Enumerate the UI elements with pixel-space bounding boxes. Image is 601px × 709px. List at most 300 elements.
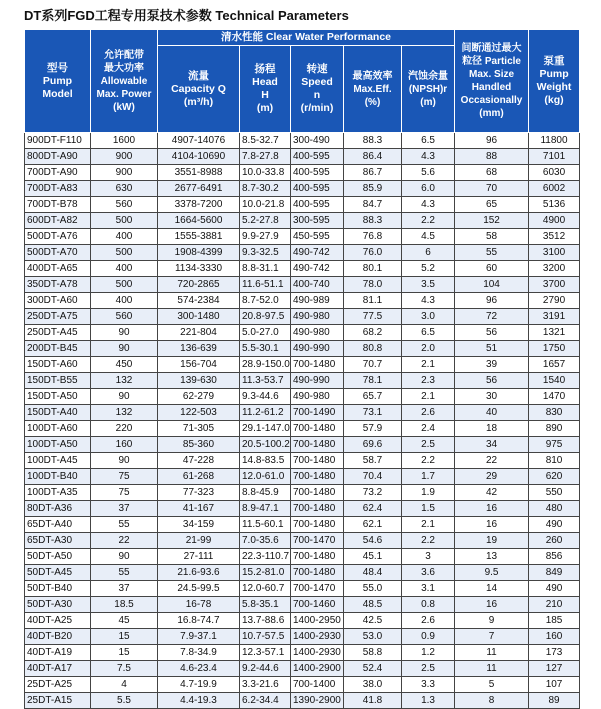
- header-npsh: 汽蚀余量 (NPSH)r (m): [402, 46, 455, 133]
- cell-weight: 260: [529, 533, 580, 549]
- cell-efficiency: 73.2: [344, 485, 402, 501]
- cell-speed: 700-1480: [291, 501, 344, 517]
- cell-power: 900: [91, 165, 158, 181]
- cell-particle: 8: [455, 693, 529, 709]
- cell-efficiency: 68.2: [344, 325, 402, 341]
- cell-npsh: 4.3: [402, 197, 455, 213]
- cell-power: 220: [91, 421, 158, 437]
- cell-npsh: 5.6: [402, 165, 455, 181]
- cell-npsh: 1.3: [402, 693, 455, 709]
- cell-speed: 400-740: [291, 277, 344, 293]
- cell-speed: 700-1470: [291, 533, 344, 549]
- cell-head: 5.0-27.0: [240, 325, 291, 341]
- cell-particle: 14: [455, 581, 529, 597]
- cell-model: 500DT-A70: [25, 245, 91, 261]
- cell-particle: 22: [455, 453, 529, 469]
- cell-weight: 89: [529, 693, 580, 709]
- table-row: [25, 437, 580, 453]
- cell-power: 4: [91, 677, 158, 693]
- cell-npsh: 2.1: [402, 357, 455, 373]
- cell-speed: 300-595: [291, 213, 344, 229]
- table-row: [25, 645, 580, 661]
- table-row: [25, 277, 580, 293]
- table-row: [25, 677, 580, 693]
- cell-weight: 107: [529, 677, 580, 693]
- cell-npsh: 3.6: [402, 565, 455, 581]
- table-row: [25, 373, 580, 389]
- cell-efficiency: 76.8: [344, 229, 402, 245]
- cell-weight: 5136: [529, 197, 580, 213]
- cell-npsh: 1.7: [402, 469, 455, 485]
- cell-weight: 1750: [529, 341, 580, 357]
- cell-efficiency: 57.9: [344, 421, 402, 437]
- header-particle: 间断通过最大 粒径 Particle Max. Size Handled Occasionally (mm): [455, 30, 529, 133]
- table-row: [25, 533, 580, 549]
- cell-efficiency: 88.3: [344, 213, 402, 229]
- cell-head: 12.0-60.7: [240, 581, 291, 597]
- cell-capacity: 61-268: [158, 469, 240, 485]
- cell-capacity: 16-78: [158, 597, 240, 613]
- cell-capacity: 2677-6491: [158, 181, 240, 197]
- table-row: [25, 341, 580, 357]
- cell-model: 50DT-A50: [25, 549, 91, 565]
- cell-weight: 3191: [529, 309, 580, 325]
- cell-particle: 40: [455, 405, 529, 421]
- cell-power: 500: [91, 245, 158, 261]
- cell-efficiency: 76.0: [344, 245, 402, 261]
- cell-capacity: 3551-8988: [158, 165, 240, 181]
- cell-npsh: 0.9: [402, 629, 455, 645]
- cell-capacity: 3378-7200: [158, 197, 240, 213]
- cell-head: 5.5-30.1: [240, 341, 291, 357]
- cell-weight: 6030: [529, 165, 580, 181]
- cell-npsh: 4.3: [402, 149, 455, 165]
- cell-npsh: 2.4: [402, 421, 455, 437]
- cell-weight: 210: [529, 597, 580, 613]
- cell-efficiency: 65.7: [344, 389, 402, 405]
- cell-head: 13.7-88.6: [240, 613, 291, 629]
- cell-capacity: 1555-3881: [158, 229, 240, 245]
- header-efficiency: 最高效率 Max.Eff. (%): [344, 46, 402, 133]
- cell-speed: 700-1480: [291, 469, 344, 485]
- cell-head: 11.2-61.2: [240, 405, 291, 421]
- cell-speed: 700-1490: [291, 405, 344, 421]
- cell-power: 75: [91, 469, 158, 485]
- table-row: [25, 149, 580, 165]
- cell-weight: 849: [529, 565, 580, 581]
- cell-weight: 1470: [529, 389, 580, 405]
- cell-npsh: 3.3: [402, 677, 455, 693]
- table-row: [25, 421, 580, 437]
- cell-speed: 490-980: [291, 325, 344, 341]
- table-body: [25, 133, 580, 709]
- page-title: DT系列FGD工程专用泵技术参数 Technical Parameters: [24, 8, 349, 23]
- header-head: 扬程 Head H (m): [240, 46, 291, 133]
- cell-particle: 56: [455, 325, 529, 341]
- cell-speed: 490-980: [291, 389, 344, 405]
- cell-model: 150DT-B55: [25, 373, 91, 389]
- cell-capacity: 7.9-37.1: [158, 629, 240, 645]
- cell-power: 90: [91, 549, 158, 565]
- technical-parameters-table: [24, 29, 580, 709]
- table-row: [25, 213, 580, 229]
- cell-model: 100DT-A45: [25, 453, 91, 469]
- cell-speed: 700-1480: [291, 517, 344, 533]
- cell-weight: 11800: [529, 133, 580, 149]
- cell-npsh: 3.1: [402, 581, 455, 597]
- cell-particle: 104: [455, 277, 529, 293]
- cell-head: 5.8-35.1: [240, 597, 291, 613]
- cell-capacity: 1908-4399: [158, 245, 240, 261]
- cell-efficiency: 73.1: [344, 405, 402, 421]
- cell-capacity: 16.8-74.7: [158, 613, 240, 629]
- table-row: [25, 549, 580, 565]
- cell-model: 65DT-A30: [25, 533, 91, 549]
- cell-capacity: 27-111: [158, 549, 240, 565]
- cell-head: 10.7-57.5: [240, 629, 291, 645]
- cell-head: 14.8-83.5: [240, 453, 291, 469]
- cell-capacity: 41-167: [158, 501, 240, 517]
- cell-model: 150DT-A40: [25, 405, 91, 421]
- cell-speed: 490-990: [291, 373, 344, 389]
- cell-head: 8.8-31.1: [240, 261, 291, 277]
- cell-head: 9.3-44.6: [240, 389, 291, 405]
- cell-particle: 11: [455, 645, 529, 661]
- cell-power: 90: [91, 341, 158, 357]
- cell-particle: 18: [455, 421, 529, 437]
- cell-npsh: 2.1: [402, 389, 455, 405]
- cell-speed: 1400-2930: [291, 645, 344, 661]
- cell-speed: 1390-2900: [291, 693, 344, 709]
- cell-power: 132: [91, 405, 158, 421]
- cell-weight: 173: [529, 645, 580, 661]
- cell-efficiency: 62.4: [344, 501, 402, 517]
- cell-power: 75: [91, 485, 158, 501]
- cell-efficiency: 38.0: [344, 677, 402, 693]
- table-row: [25, 245, 580, 261]
- cell-efficiency: 86.7: [344, 165, 402, 181]
- cell-npsh: 3.5: [402, 277, 455, 293]
- cell-weight: 620: [529, 469, 580, 485]
- cell-capacity: 300-1480: [158, 309, 240, 325]
- cell-capacity: 221-804: [158, 325, 240, 341]
- cell-efficiency: 70.7: [344, 357, 402, 373]
- cell-weight: 550: [529, 485, 580, 501]
- cell-npsh: 4.3: [402, 293, 455, 309]
- cell-capacity: 139-630: [158, 373, 240, 389]
- cell-npsh: 6: [402, 245, 455, 261]
- table-row: [25, 485, 580, 501]
- cell-power: 18.5: [91, 597, 158, 613]
- cell-efficiency: 48.5: [344, 597, 402, 613]
- cell-npsh: 1.9: [402, 485, 455, 501]
- cell-power: 630: [91, 181, 158, 197]
- cell-particle: 70: [455, 181, 529, 197]
- table-row: [25, 517, 580, 533]
- cell-capacity: 34-159: [158, 517, 240, 533]
- cell-capacity: 156-704: [158, 357, 240, 373]
- cell-particle: 16: [455, 517, 529, 533]
- table-row: [25, 293, 580, 309]
- cell-capacity: 4104-10690: [158, 149, 240, 165]
- cell-head: 15.2-81.0: [240, 565, 291, 581]
- cell-particle: 16: [455, 501, 529, 517]
- cell-efficiency: 48.4: [344, 565, 402, 581]
- cell-speed: 400-595: [291, 165, 344, 181]
- cell-npsh: 3.0: [402, 309, 455, 325]
- cell-power: 22: [91, 533, 158, 549]
- cell-capacity: 77-323: [158, 485, 240, 501]
- cell-speed: 490-990: [291, 341, 344, 357]
- table-row: [25, 629, 580, 645]
- cell-weight: 856: [529, 549, 580, 565]
- table-row: [25, 405, 580, 421]
- cell-efficiency: 70.4: [344, 469, 402, 485]
- cell-model: 500DT-A76: [25, 229, 91, 245]
- cell-head: 5.2-27.8: [240, 213, 291, 229]
- cell-speed: 490-989: [291, 293, 344, 309]
- cell-npsh: 2.5: [402, 437, 455, 453]
- cell-speed: 1400-2900: [291, 661, 344, 677]
- cell-weight: 3200: [529, 261, 580, 277]
- cell-npsh: 2.3: [402, 373, 455, 389]
- header-speed: 转速 Speed n (r/min): [291, 46, 344, 133]
- cell-speed: 400-595: [291, 181, 344, 197]
- cell-model: 250DT-A75: [25, 309, 91, 325]
- cell-speed: 700-1480: [291, 549, 344, 565]
- cell-particle: 29: [455, 469, 529, 485]
- cell-head: 9.2-44.6: [240, 661, 291, 677]
- header-capacity: 流量 Capacity Q (m³/h): [158, 46, 240, 133]
- cell-weight: 7101: [529, 149, 580, 165]
- cell-capacity: 4.7-19.9: [158, 677, 240, 693]
- cell-model: 800DT-A90: [25, 149, 91, 165]
- cell-npsh: 2.0: [402, 341, 455, 357]
- cell-efficiency: 55.0: [344, 581, 402, 597]
- cell-particle: 16: [455, 597, 529, 613]
- cell-npsh: 3: [402, 549, 455, 565]
- cell-particle: 9.5: [455, 565, 529, 581]
- cell-weight: 127: [529, 661, 580, 677]
- cell-particle: 11: [455, 661, 529, 677]
- cell-speed: 700-1480: [291, 485, 344, 501]
- cell-efficiency: 42.5: [344, 613, 402, 629]
- cell-particle: 65: [455, 197, 529, 213]
- cell-weight: 490: [529, 517, 580, 533]
- cell-head: 29.1-147.0: [240, 421, 291, 437]
- cell-model: 100DT-A60: [25, 421, 91, 437]
- cell-efficiency: 80.1: [344, 261, 402, 277]
- cell-model: 150DT-A50: [25, 389, 91, 405]
- cell-capacity: 21-99: [158, 533, 240, 549]
- cell-npsh: 2.2: [402, 533, 455, 549]
- cell-model: 600DT-A82: [25, 213, 91, 229]
- cell-efficiency: 80.8: [344, 341, 402, 357]
- table-row: [25, 565, 580, 581]
- cell-efficiency: 58.8: [344, 645, 402, 661]
- cell-particle: 152: [455, 213, 529, 229]
- cell-efficiency: 88.3: [344, 133, 402, 149]
- cell-head: 6.2-34.4: [240, 693, 291, 709]
- cell-head: 8.9-47.1: [240, 501, 291, 517]
- cell-model: 40DT-A19: [25, 645, 91, 661]
- cell-model: 40DT-B20: [25, 629, 91, 645]
- cell-particle: 42: [455, 485, 529, 501]
- cell-particle: 88: [455, 149, 529, 165]
- table-row: [25, 453, 580, 469]
- cell-weight: 975: [529, 437, 580, 453]
- cell-model: 400DT-A65: [25, 261, 91, 277]
- cell-capacity: 122-503: [158, 405, 240, 421]
- cell-model: 50DT-A45: [25, 565, 91, 581]
- cell-head: 28.9-150.0: [240, 357, 291, 373]
- cell-head: 20.5-100.2: [240, 437, 291, 453]
- cell-capacity: 1134-3330: [158, 261, 240, 277]
- cell-npsh: 0.8: [402, 597, 455, 613]
- cell-weight: 1657: [529, 357, 580, 373]
- cell-efficiency: 85.9: [344, 181, 402, 197]
- cell-head: 7.8-27.8: [240, 149, 291, 165]
- cell-head: 9.3-32.5: [240, 245, 291, 261]
- cell-model: 350DT-A78: [25, 277, 91, 293]
- table-row: [25, 469, 580, 485]
- cell-npsh: 6.5: [402, 133, 455, 149]
- cell-head: 11.6-51.1: [240, 277, 291, 293]
- table-row: [25, 197, 580, 213]
- cell-head: 8.5-32.7: [240, 133, 291, 149]
- cell-capacity: 71-305: [158, 421, 240, 437]
- cell-efficiency: 84.7: [344, 197, 402, 213]
- cell-particle: 13: [455, 549, 529, 565]
- cell-speed: 700-1480: [291, 565, 344, 581]
- cell-head: 3.3-21.6: [240, 677, 291, 693]
- table-row: [25, 325, 580, 341]
- cell-capacity: 47-228: [158, 453, 240, 469]
- table-row: [25, 597, 580, 613]
- table-row: [25, 133, 580, 149]
- cell-speed: 700-1480: [291, 357, 344, 373]
- cell-speed: 450-595: [291, 229, 344, 245]
- table-row: [25, 661, 580, 677]
- cell-power: 37: [91, 581, 158, 597]
- cell-weight: 3100: [529, 245, 580, 261]
- cell-efficiency: 58.7: [344, 453, 402, 469]
- cell-capacity: 720-2865: [158, 277, 240, 293]
- cell-capacity: 136-639: [158, 341, 240, 357]
- table-row: [25, 165, 580, 181]
- table-row: [25, 261, 580, 277]
- cell-speed: 300-490: [291, 133, 344, 149]
- cell-npsh: 2.1: [402, 517, 455, 533]
- cell-speed: 700-1460: [291, 597, 344, 613]
- cell-power: 5.5: [91, 693, 158, 709]
- cell-particle: 60: [455, 261, 529, 277]
- cell-power: 55: [91, 517, 158, 533]
- cell-speed: 700-1480: [291, 421, 344, 437]
- cell-power: 90: [91, 453, 158, 469]
- cell-efficiency: 41.8: [344, 693, 402, 709]
- cell-model: 40DT-A25: [25, 613, 91, 629]
- cell-weight: 1321: [529, 325, 580, 341]
- cell-speed: 490-742: [291, 261, 344, 277]
- cell-weight: 490: [529, 581, 580, 597]
- cell-model: 900DT-F110: [25, 133, 91, 149]
- cell-weight: 6002: [529, 181, 580, 197]
- cell-speed: 700-1400: [291, 677, 344, 693]
- cell-efficiency: 62.1: [344, 517, 402, 533]
- cell-efficiency: 81.1: [344, 293, 402, 309]
- cell-model: 25DT-A25: [25, 677, 91, 693]
- cell-particle: 30: [455, 389, 529, 405]
- cell-power: 7.5: [91, 661, 158, 677]
- header-power: 允许配带 最大功率 Allowable Max. Power (kW): [91, 30, 158, 133]
- cell-model: 100DT-A50: [25, 437, 91, 453]
- cell-power: 450: [91, 357, 158, 373]
- cell-model: 200DT-B45: [25, 341, 91, 357]
- cell-speed: 700-1470: [291, 581, 344, 597]
- cell-weight: 890: [529, 421, 580, 437]
- cell-capacity: 24.5-99.5: [158, 581, 240, 597]
- cell-model: 250DT-A45: [25, 325, 91, 341]
- cell-efficiency: 53.0: [344, 629, 402, 645]
- cell-model: 100DT-B40: [25, 469, 91, 485]
- cell-weight: 160: [529, 629, 580, 645]
- cell-model: 700DT-A83: [25, 181, 91, 197]
- cell-head: 20.8-97.5: [240, 309, 291, 325]
- table-row: [25, 357, 580, 373]
- cell-particle: 96: [455, 133, 529, 149]
- table-row: [25, 693, 580, 709]
- cell-head: 12.0-61.0: [240, 469, 291, 485]
- cell-efficiency: 77.5: [344, 309, 402, 325]
- header-model: 型号 Pump Model: [25, 30, 91, 133]
- cell-particle: 39: [455, 357, 529, 373]
- cell-power: 15: [91, 629, 158, 645]
- cell-power: 560: [91, 309, 158, 325]
- cell-power: 400: [91, 229, 158, 245]
- cell-model: 40DT-A17: [25, 661, 91, 677]
- cell-model: 50DT-B40: [25, 581, 91, 597]
- cell-particle: 55: [455, 245, 529, 261]
- cell-npsh: 5.2: [402, 261, 455, 277]
- cell-power: 500: [91, 213, 158, 229]
- cell-speed: 490-742: [291, 245, 344, 261]
- cell-power: 15: [91, 645, 158, 661]
- cell-particle: 72: [455, 309, 529, 325]
- cell-speed: 1400-2930: [291, 629, 344, 645]
- cell-weight: 4900: [529, 213, 580, 229]
- cell-particle: 58: [455, 229, 529, 245]
- cell-particle: 9: [455, 613, 529, 629]
- cell-capacity: 4.4-19.3: [158, 693, 240, 709]
- cell-power: 560: [91, 197, 158, 213]
- cell-efficiency: 45.1: [344, 549, 402, 565]
- cell-head: 10.0-21.8: [240, 197, 291, 213]
- cell-power: 37: [91, 501, 158, 517]
- cell-power: 900: [91, 149, 158, 165]
- header-clear-water-group: 清水性能 Clear Water Performance: [158, 30, 455, 46]
- cell-head: 9.9-27.9: [240, 229, 291, 245]
- cell-power: 45: [91, 613, 158, 629]
- cell-head: 11.5-60.1: [240, 517, 291, 533]
- cell-npsh: 6.5: [402, 325, 455, 341]
- cell-npsh: 2.2: [402, 213, 455, 229]
- cell-weight: 3700: [529, 277, 580, 293]
- header-weight: 泵重 Pump Weight (kg): [529, 30, 580, 133]
- cell-particle: 5: [455, 677, 529, 693]
- cell-head: 12.3-57.1: [240, 645, 291, 661]
- cell-particle: 51: [455, 341, 529, 357]
